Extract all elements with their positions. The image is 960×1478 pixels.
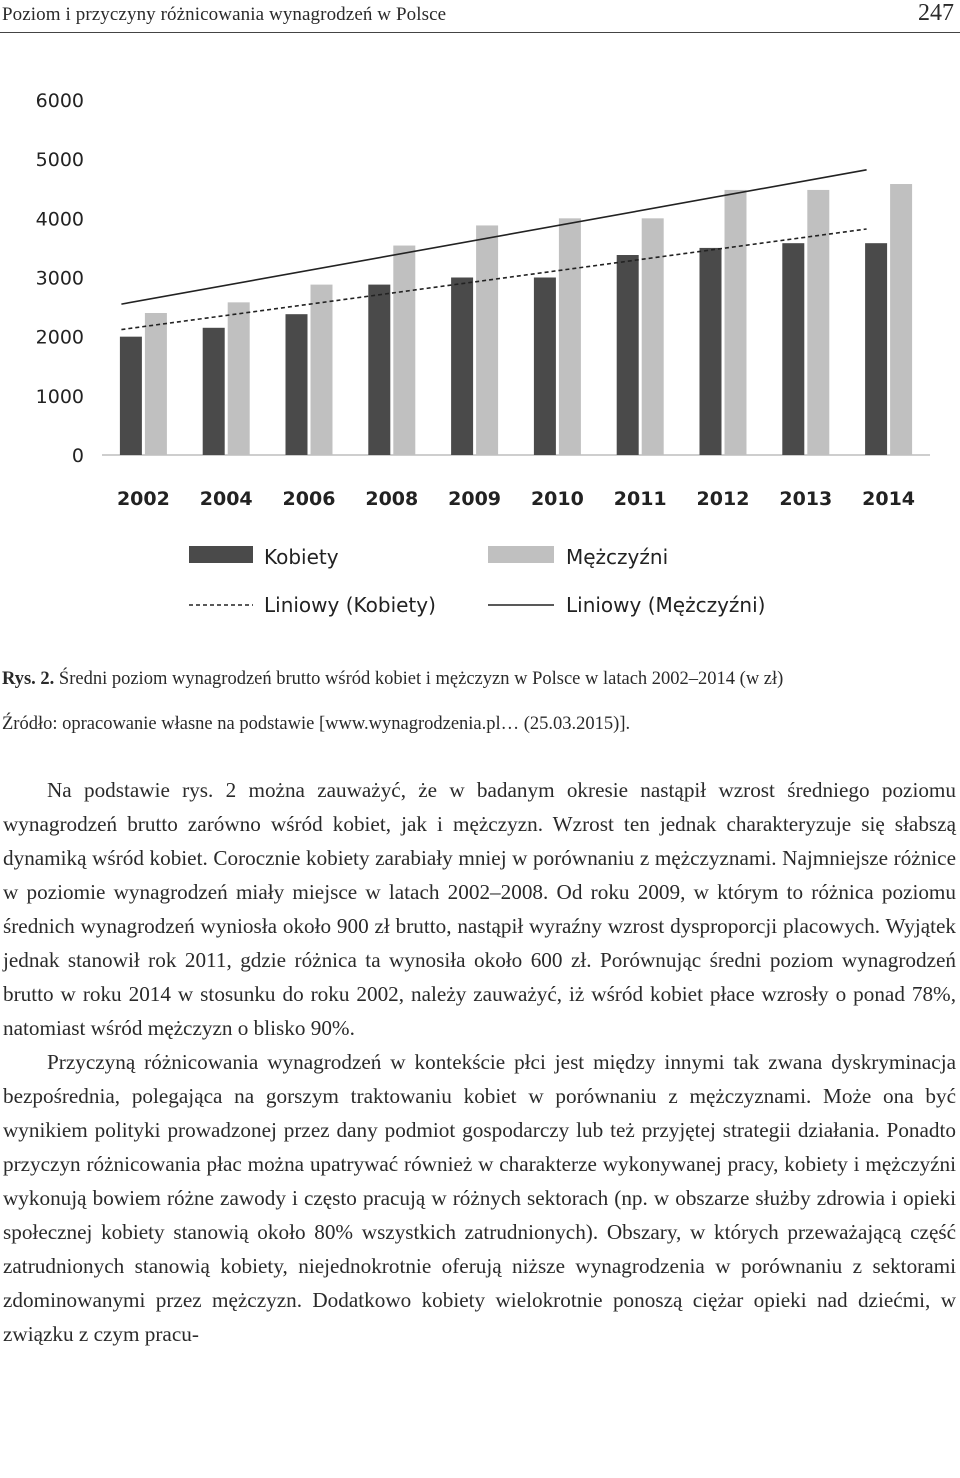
running-header: [0, 0, 960, 34]
y-tick-label-0: 0: [71, 445, 84, 467]
y-tick-label-5000: 5000: [35, 149, 84, 172]
x-tick-label-2014: 2014: [862, 488, 916, 510]
body-text: [3, 773, 956, 1351]
legend-label-trend-mezczyzni: Liniowy (Mężczyźni): [566, 593, 766, 617]
bar-kobiety-2002: [120, 337, 142, 455]
caption-label: Rys. 2.: [2, 669, 55, 689]
x-tick-label-2011: 2011: [613, 488, 667, 510]
x-tick-label-2013: 2013: [779, 488, 833, 510]
y-tick-label-4000: 4000: [35, 208, 84, 231]
bar-mezczyzni-2010: [559, 218, 581, 455]
legend-label-kobiety: Kobiety: [264, 545, 339, 569]
legend: [189, 545, 765, 617]
bar-mezczyzni-2011: [642, 218, 664, 455]
x-tick-label-2004: 2004: [199, 488, 253, 510]
x-axis-ticks: [117, 488, 915, 510]
figure-caption: [2, 669, 958, 690]
bar-mezczyzni-2004: [228, 302, 250, 455]
x-tick-label-2008: 2008: [365, 488, 419, 510]
page-number: 247: [918, 0, 954, 26]
caption-text: Średni poziom wynagrodzeń brutto wśród kobiet i mężczyzn w Polsce w latach 2002–2014 (w zł): [54, 669, 784, 689]
y-axis-ticks: [36, 90, 84, 467]
bar-kobiety-2004: [203, 328, 225, 455]
bar-kobiety-2009: [451, 278, 473, 456]
bar-kobiety-2010: [534, 278, 556, 456]
y-tick-label-3000: 3000: [35, 267, 84, 290]
bar-kobiety-2012: [700, 248, 722, 455]
legend-swatch-mezczyzni: [488, 546, 554, 563]
legend-label-trend-kobiety: Liniowy (Kobiety): [264, 593, 436, 617]
bar-mezczyzni-2006: [311, 285, 333, 455]
paragraph-2: Przyczyną różnicowania wynagrodzeń w kontekście płci jest między innymi tak zwana dyskryminacja bezpośrednia, polegająca na gorszym traktowaniu kobiet w porównaniu z mężczyznami. Może ona być wynikiem polityki prowadzonej przez dany podmiot gospodarczy lub też przyjętej strategii działania. Ponadto przyczyn różnicowania płac można upatrywać również w charakterze wykonywanej pracy, kobiety i mężczyźni wykonują bowiem różne zawody i często pracują w różnych sektorach (np. w obszarze służby zdrowia i opieki społecznej kobiety stanowią około 80% wszystkich zatrudnionych). Obszary, w których przeważającą część zatrudnionych stanowią kobiety, niejednokrotnie oferują niższe wynagrodzenia w porównaniu z sektorami zdominowanymi przez mężczyzn. Dodatkowo kobiety wielokrotnie ponoszą ciężar opieki nad dziećmi, w związku z czym pracu-: [3, 1050, 956, 1346]
bar-kobiety-2011: [617, 255, 639, 455]
bar-chart: [0, 36, 960, 636]
bar-kobiety-2008: [368, 285, 390, 455]
y-tick-label-6000: 6000: [35, 90, 84, 112]
y-tick-label-2000: 2000: [35, 326, 84, 349]
bars-group: [120, 184, 912, 455]
x-tick-label-2002: 2002: [116, 488, 170, 510]
bar-kobiety-2014: [865, 243, 887, 455]
bar-mezczyzni-2002: [145, 313, 167, 455]
x-tick-label-2006: 2006: [282, 488, 336, 510]
bar-mezczyzni-2013: [807, 190, 829, 455]
paragraph-1: Na podstawie rys. 2 można zauważyć, że w badanym okresie nastąpił wzrost średniego poziomu wynagrodzeń brutto zarówno wśród kobiet, jak i mężczyzn. Wzrost ten jednak charakteryzuje się słabszą dynamiką wśród kobiet. Corocznie kobiety zarabiały mniej w porównaniu z mężczyznami. Najmniejsze różnice w poziomie wynagrodzeń miały miejsce w latach 2002–2008. Od roku 2009, w którym to różnica poziomu średnich wynagrodzeń wyniosła około 900 zł brutto, nastąpił wyraźny wzrost dysproporcji placowych. Wyjątek jednak stanowił rok 2011, gdzie różnica ta wynosiła około 600 zł. Porównując średni poziom wynagrodzeń brutto w roku 2014 w stosunku do roku 2002, należy zauważyć, iż wśród kobiet płace wzrosły o ponad 78%, natomiast wśród mężczyzn o blisko 90%.: [3, 778, 956, 1040]
bar-mezczyzni-2008: [393, 246, 415, 455]
running-title: Poziom i przyczyny różnicowania wynagrodzeń w Polsce: [2, 4, 447, 25]
bar-mezczyzni-2014: [890, 184, 912, 455]
figure-source: Źródło: opracowanie własne na podstawie [www.wynagrodzenia.pl… (25.03.2015)].: [2, 714, 631, 734]
bar-kobiety-2006: [286, 314, 308, 455]
y-tick-label-1000: 1000: [35, 385, 84, 408]
bar-kobiety-2013: [782, 243, 804, 455]
bar-mezczyzni-2012: [725, 190, 747, 455]
x-tick-label-2012: 2012: [696, 488, 750, 510]
x-tick-label-2010: 2010: [530, 488, 584, 510]
x-tick-label-2009: 2009: [448, 488, 502, 510]
legend-label-mezczyzni: Mężczyźni: [566, 545, 669, 569]
bar-mezczyzni-2009: [476, 225, 498, 455]
legend-swatch-kobiety: [189, 546, 253, 563]
header-rule: [0, 32, 960, 33]
